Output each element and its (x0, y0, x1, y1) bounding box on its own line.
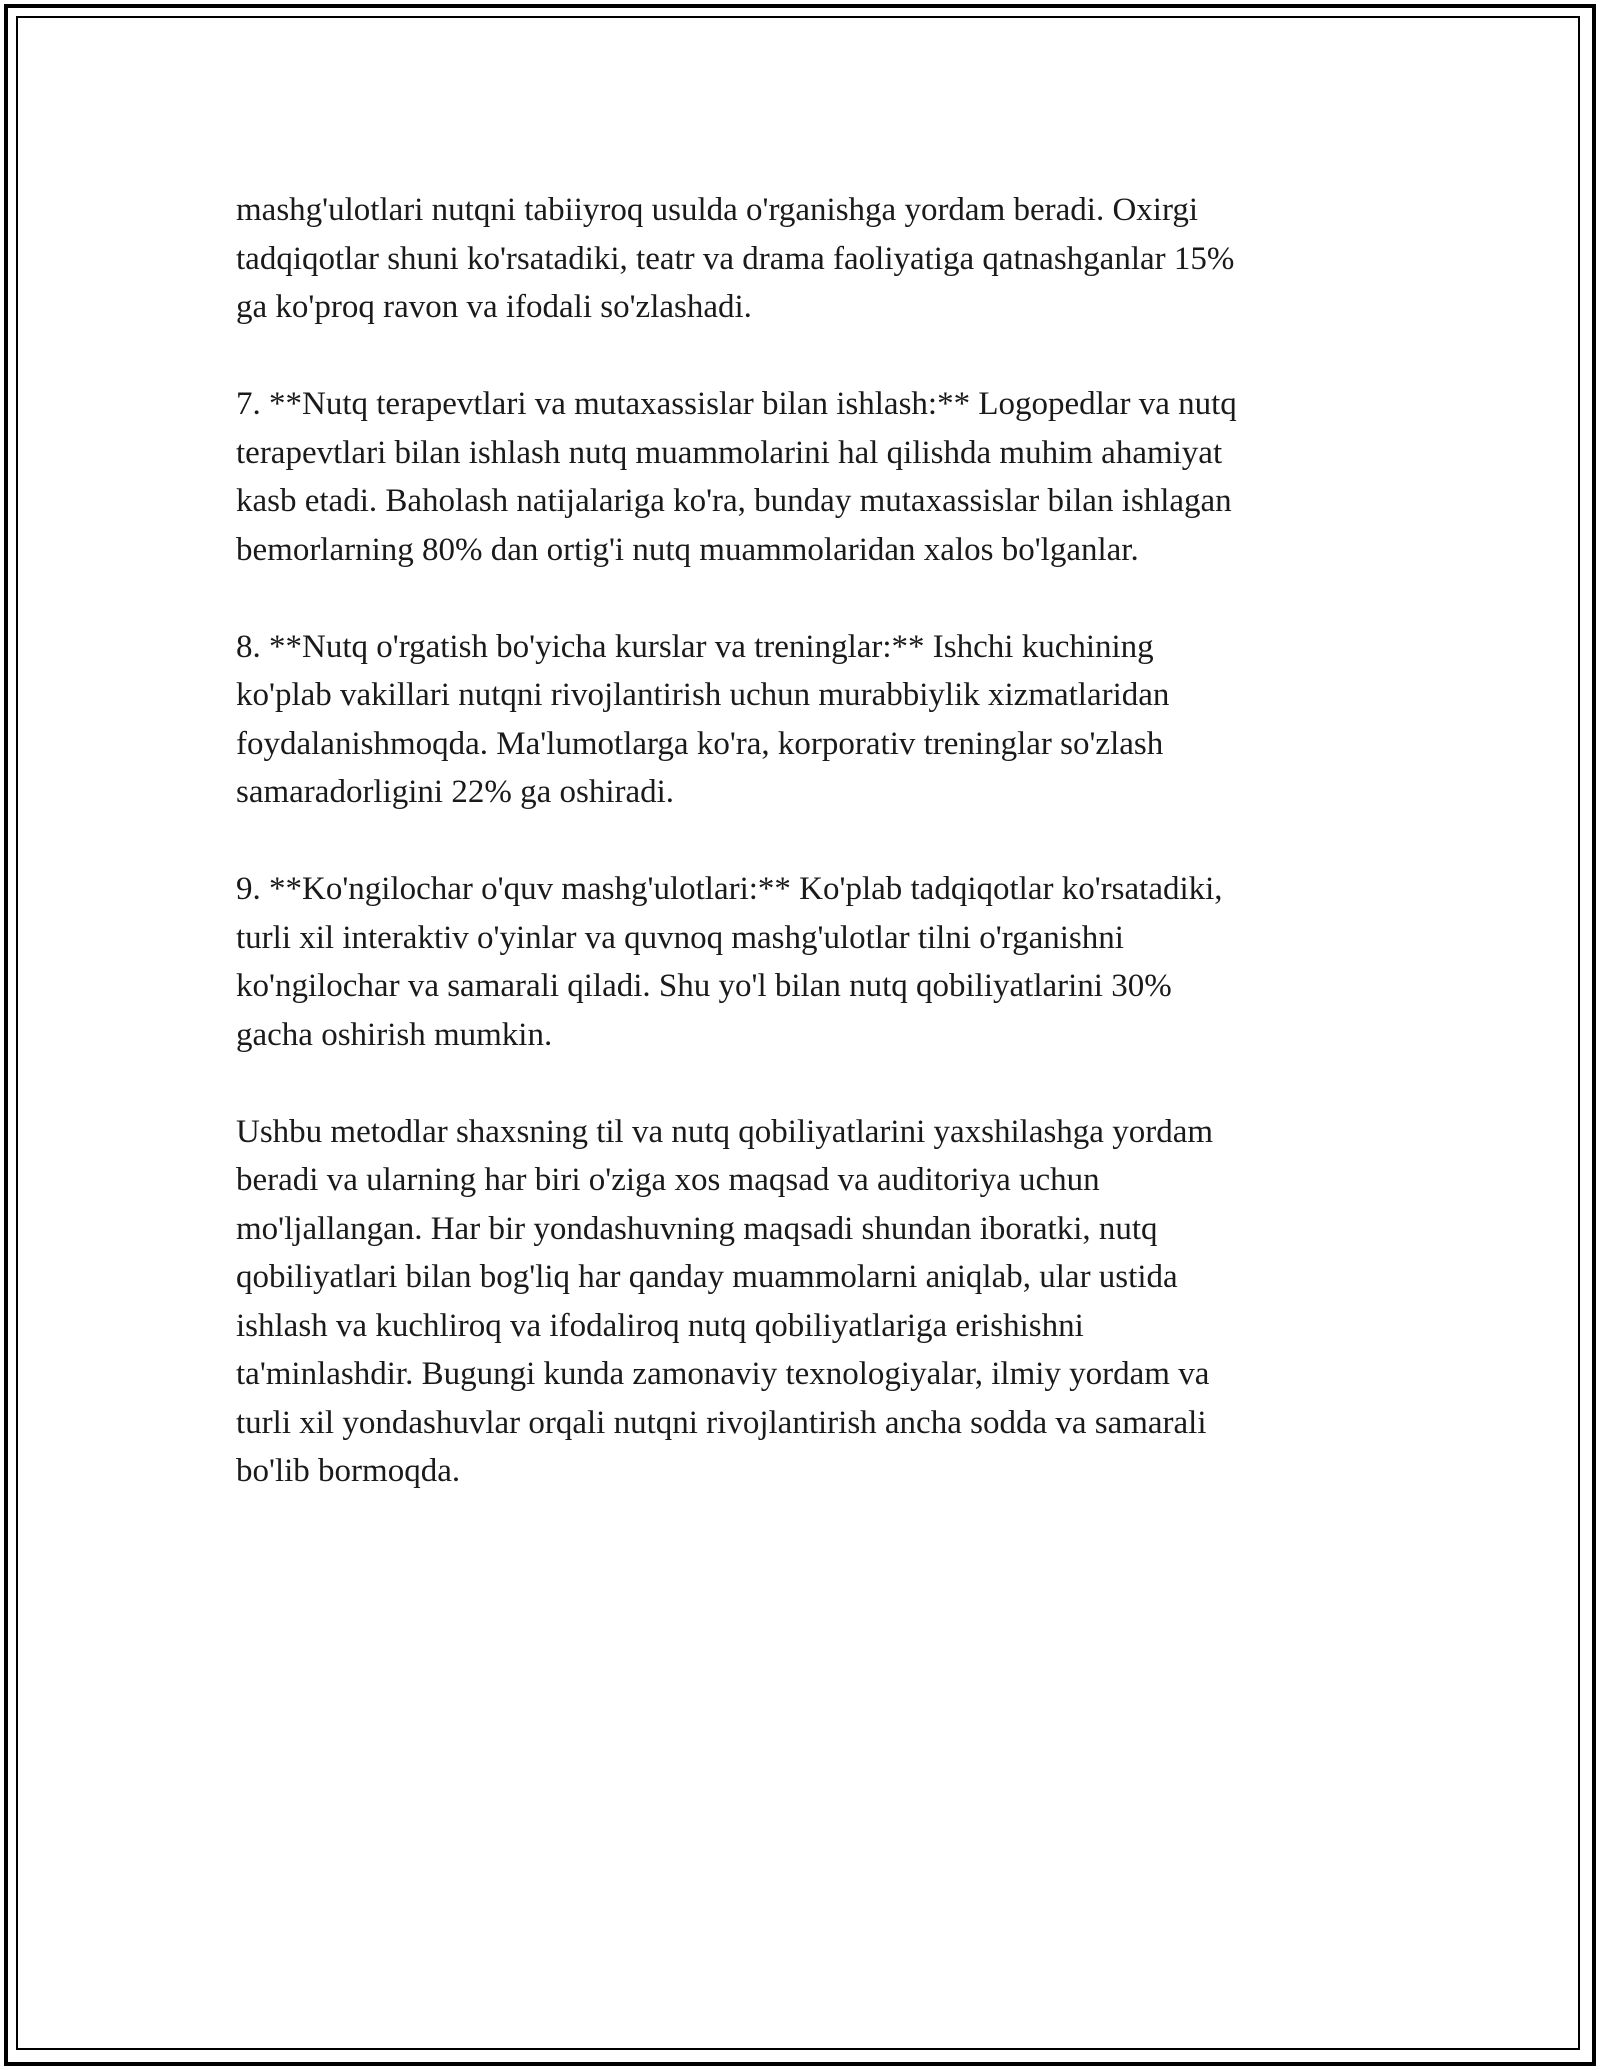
paragraph-continuation: mashg'ulotlari nutqni tabiiyroq usulda o'rganishga yordam beradi. Oxirgi tadqiqotlar shuni ko'rsatadiki, teatr va drama faoliyatiga qatnashganlar 15% ga ko'proq ravon va ifodali so'zlashadi. (236, 192, 1235, 325)
list-item-7: 7. **Nutq terapevtlari va mutaxassislar bilan ishlash:** Logopedlar va nutq terapevtlari bilan ishlash nutq muammolarini hal qilishda muhim ahamiyat kasb etadi. Baholash natijalariga ko'ra, bunday mutaxassislar bilan ishlagan bemorlarning 80% dan ortig'i nutq muammolaridan xalos bo'lganlar. (236, 386, 1237, 568)
document-body (236, 186, 1356, 1544)
list-item-8: 8. **Nutq o'rgatish bo'yicha kurslar va treninglar:** Ishchi kuchining ko'plab vakillari nutqni rivojlantirish uchun murabbiylik xizmatlaridan foydalanishmoqda. Ma'lumotlarga ko'ra, korporativ treninglar so'zlash samaradorligini 22% ga oshiradi. (236, 628, 1170, 810)
conclusion-paragraph: Ushbu metodlar shaxsning til va nutq qobiliyatlarini yaxshilashga yordam beradi va ularning har biri o'ziga xos maqsad va auditoriya uchun mo'ljallangan. Har bir yondashuvning maqsadi shundan iboratki, nutq qobiliyatlari bilan bog'liq har qanday muammolarni aniqlab, ular ustida ishlash va kuchliroq va ifodaliroq nutq qobiliyatlariga erishishni ta'minlashdir. Bugungi kunda zamonaviy texnologiyalar, ilmiy yordam va turli xil yondashuvlar orqali nutqni rivojlantirish ancha sodda va samarali bo'lib bormoqda. (236, 1113, 1214, 1489)
list-item-9: 9. **Ko'ngilochar o'quv mashg'ulotlari:** Ko'plab tadqiqotlar ko'rsatadiki, turli xil interaktiv o'yinlar va quvnoq mashg'ulotlar tilni o'rganishni ko'ngilochar va samarali qiladi. Shu yo'l bilan nutq qobiliyatlarini 30% gacha oshirish mumkin. (236, 871, 1223, 1053)
